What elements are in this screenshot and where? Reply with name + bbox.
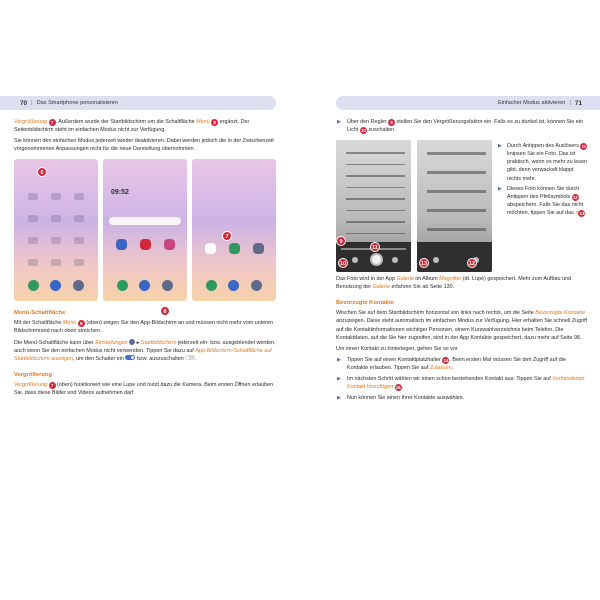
phone-icon [28,280,39,291]
magnifier-screenshots [336,140,588,272]
badge-10: 10 [338,258,348,268]
contact-step-3: ▶ Nun können Sie einen Ihrer Kontakte auswählen. [336,394,588,402]
magnifier-icon [229,243,240,254]
step-list-top [336,118,588,134]
phone-icon [206,280,217,291]
step-shutter: ▶ Durch Antippen des Auslösers 11 knipsen Sie ein Foto. Das ist praktisch, wenn es mehr zu lesen gibt, denn verwackelt klappt nichts mehr. [498,142,588,182]
widget-grid [22,193,90,266]
magnifier-steps [498,140,588,272]
app-row [198,243,270,254]
zoom-paragraph: Vergrößerung 7 (oben) funktioniert wie eine Lupe und nutzt dazu die Kamera. Beim ersten Öffnen erlauben Sie, dass diese Bilder und Videos aufnehmen darf. [14,381,274,396]
flash-icon [352,257,358,263]
badge-8: 8 [160,306,170,316]
status-bar [196,162,272,166]
toggle-off-icon [185,355,195,360]
badge-7: 7 [49,119,56,126]
clock-widget: 09:52 [111,189,129,197]
apps-menu-icon [162,280,173,291]
contact-step-2: ▶ Im nächsten Schritt wählen wir einen schon bestehenden Kontakt aus: Tippen Sie auf Vorhandenen Kontakt hinzufügen 15. [336,375,588,391]
badge-8: 8 [78,320,85,327]
status-bar [107,162,183,166]
close-icon [433,257,439,263]
badge-12: 12 [467,258,477,268]
app-icon [164,239,175,250]
filter-icon [392,257,398,263]
right-page-number: 71 [574,99,582,107]
menu-paragraph-1: Mit der Schaltfläche Menü 8 (oben) zeigen Sie den App-Bildschirm an und müssen nicht mehr vom unteren Bildschirmrand nach oben streichen. [14,320,274,335]
shutter-button [370,253,383,266]
right-page [336,96,588,402]
badge-8: 8 [211,119,218,126]
right-page-header: Einfacher Modus aktivieren | 71 [336,96,600,110]
gallery-paragraph: Das Foto wird in der App Galerie im Album Magnifier (dt. Lupe) gespeichert. Mehr zum Aufbau und Benutzung der Galerie erfahren Sie ab Seite 130. [336,276,571,291]
contacts-paragraph: Wischen Sie auf dem Startbildschirm horizontal von links nach rechts, um die Seite Bevorzugte Kontakte anzuzeigen. Diese steht automatisch im einfachen Modus zur Verfügung. Hier erhalten Sie schnell Zugriff auf die Kontaktinformationen wichtiger Personen, einem Kurzwahlverzeichnis beim Telefon. Die Kontaktdaten, auf die Sie hier zugreifen, sind in der App Kontakte gespeichert, dazu mehr auf Seite 98. [336,310,588,341]
magnifier-screenshot-1 [336,140,411,272]
app-row [109,239,181,250]
left-page [14,96,276,397]
app-icon [116,239,127,250]
intro-paragraph: Vergrößerung 7 . Außerdem wurde der Startbildschirm um die Schaltfläche Menü 8 ergänzt. Der Seitenbildschirm steht im einfachen Modus nicht zur Verfügung. [14,119,250,134]
phone-screenshot-2 [103,159,187,301]
right-page-title: Einfacher Modus aktivieren [497,100,566,106]
dock [111,280,179,291]
badge-9: 9 [336,236,346,246]
phone-screenshot-1 [14,159,98,301]
phone-screenshot-3 [192,159,276,301]
photo-control-bar [417,242,492,272]
messages-icon [50,280,61,291]
contact-steps [336,356,588,402]
left-page-header: 70 | Das Smartphone personalisieren [0,96,276,110]
search-bar [109,217,181,225]
menu-paragraph-2: Die Menü-Schaltfläche kann über Einstellungen ▸ Startbildschirm jederzeit ein- bzw. ausgeblendet werden, auch wenn Sie den einfachen Modus nicht verwenden. Tippen Sie dazu auf App-Bildschirm-Schaltfläche auf Startbildschirm anzeigen, um den Schalter ein bzw. auszuschalten . [14,339,276,362]
badge-7: 7 [222,231,232,241]
deactivate-paragraph: Sie können den einfachen Modus jederzeit wieder deaktivieren. Dabei werden jedoch die in der Zwischenzeit vorgenommenen Anpassungen nicht für die neue Darstellung übernommen. [14,138,274,153]
left-page-number: 70 [20,99,28,107]
contacts-section-heading: Bevorzugte Kontakte [336,300,394,307]
step-slider: ▶ Über den Regler 9 stellen Sie den Vergrößerungsfaktor ein. Falls es zu dunkel ist, können Sie ein Licht 10 zuschalten. [336,118,588,134]
settings-icon [253,243,264,254]
play-store-icon [205,243,216,254]
contact-step-1: ▶ Tippen Sie auf einen Kontaktplatzhalter 14. Beim ersten Mal müssen Sie den Zugriff auf die Kontakte erlauben. Tippen Sie auf Zulassen. [336,356,588,372]
zoom-section-heading: Vergrößerung [14,371,53,378]
toggle-on-icon [125,355,135,360]
badge-13: 13 [419,258,429,268]
apps-menu-icon [251,280,262,291]
messages-icon [228,280,239,291]
left-page-title: Das Smartphone personalisieren [36,100,119,106]
menu-section-heading: Menü-Schaltfläche [14,310,66,317]
badge-6: 6 [37,167,47,177]
badge-7: 7 [49,382,56,389]
app-icon [140,239,151,250]
status-bar [18,162,94,166]
dock [22,280,90,291]
contacts-intro: Um einen Kontakt zu hinterlegen, gehen Sie so vor. [336,345,459,352]
phone-icon [117,280,128,291]
magnifier-screenshot-2 [417,140,492,272]
badge-11: 11 [370,242,380,252]
dock [200,280,268,291]
step-save: ▶ Dieses Foto können Sie durch Antippen des Pfeilsymbols 12 abspeichern. Falls Sie das nicht möchten, tippen Sie auf das ×13. [498,185,588,217]
messages-icon [139,280,150,291]
apps-menu-icon [73,280,84,291]
